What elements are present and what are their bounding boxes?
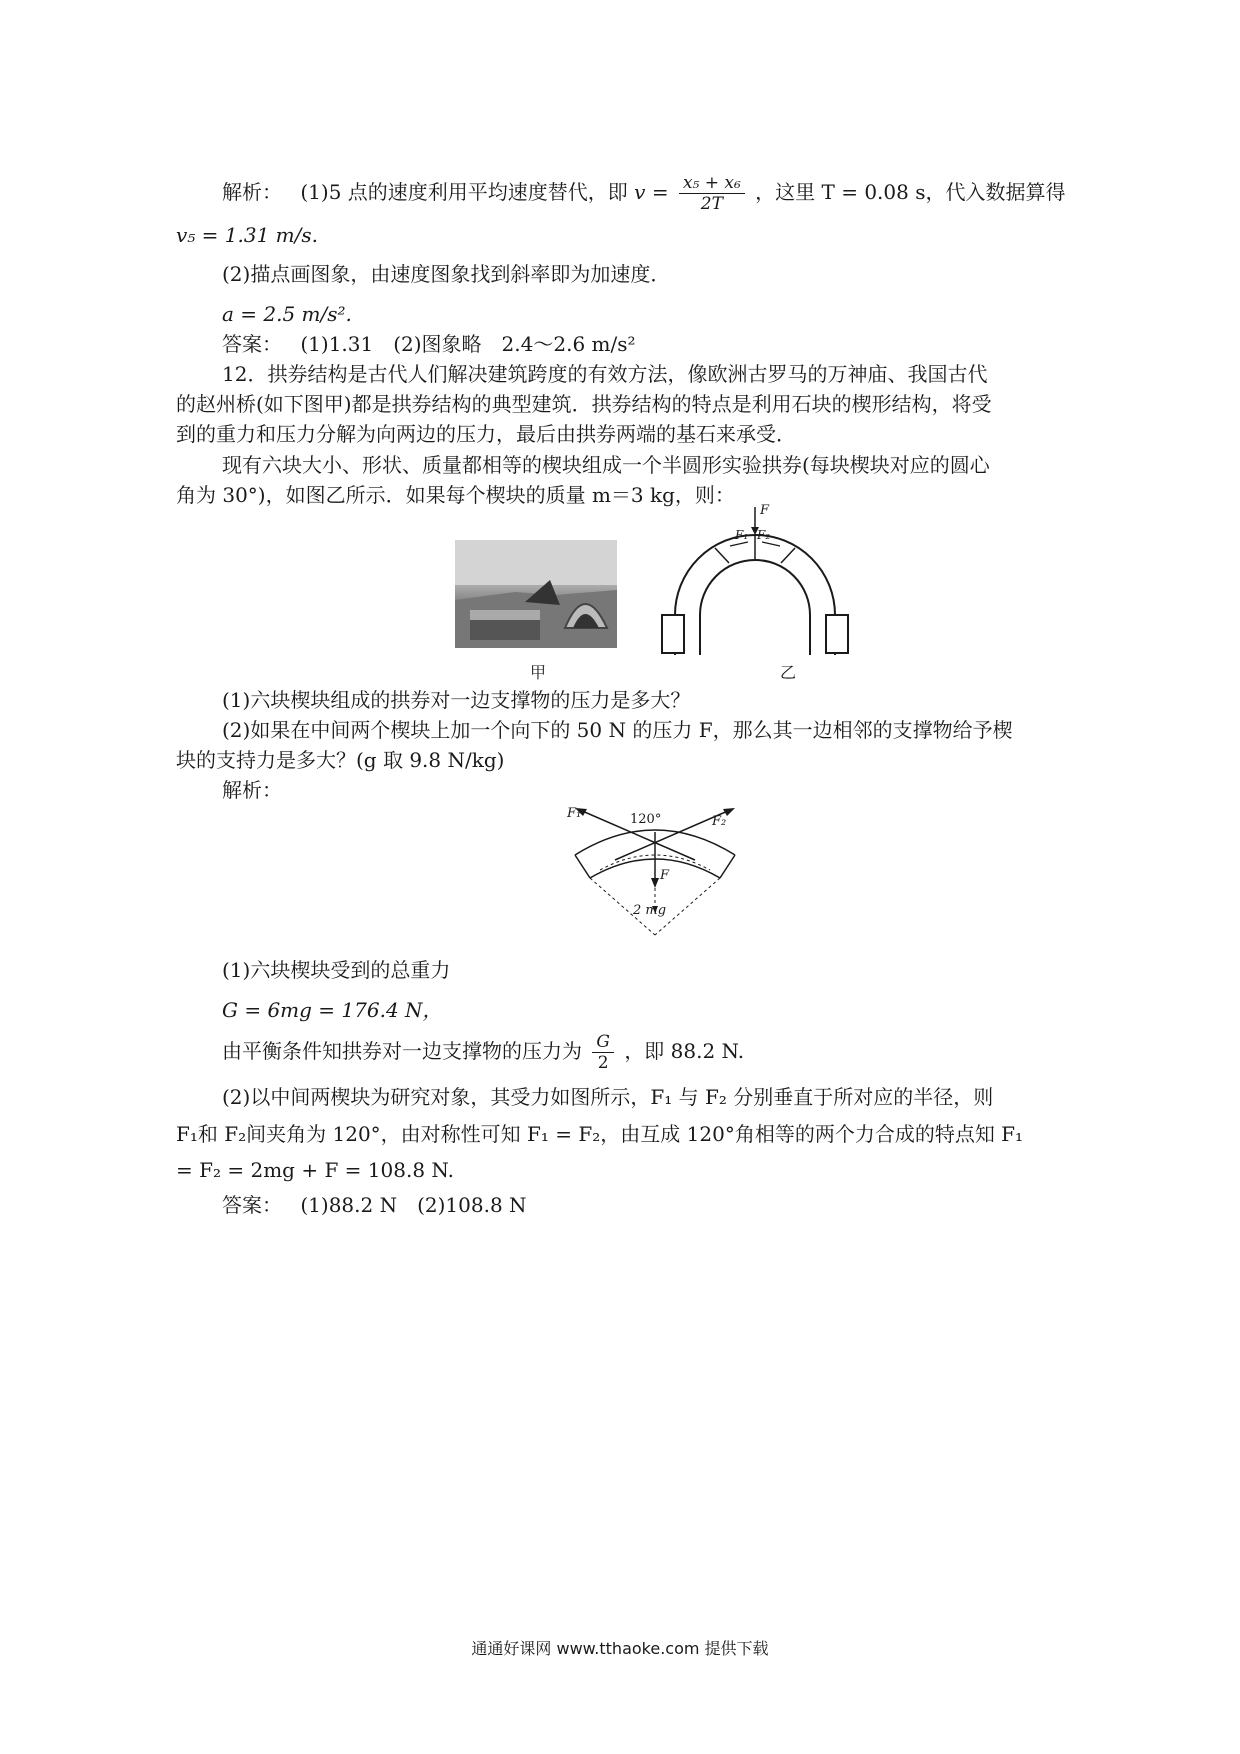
velocity-fraction <box>679 173 745 214</box>
answer-1-text: (1)1.31 (2)图象略 2.4～2.6 m/s² <box>300 332 636 356</box>
arch-label-F2: F₂ <box>757 528 771 542</box>
q12-sub-1: (1)六块楔块组成的拱券对一边支撑物的压力是多大？ <box>222 688 691 712</box>
v-symbol: v <box>634 180 646 204</box>
solution-3-prefix: 由平衡条件知拱券对一边支撑物的压力为 <box>222 1039 582 1063</box>
force-label-F2: F₂ <box>712 814 727 829</box>
q12-line-5: 角为 30°)，如图乙所示．如果每个楔块的质量 m＝3 kg，则： <box>176 483 735 507</box>
force-label-F1: F₁ <box>567 806 582 821</box>
fraction-numerator: x₅ + x₆ <box>679 173 745 194</box>
analysis-1-suffix: ，这里 T = 0.08 s，代入数据算得 <box>755 180 1066 204</box>
force-label-angle: 120° <box>630 812 662 827</box>
bridge-photo-drawing <box>455 540 617 648</box>
equals-sign: = <box>651 180 669 204</box>
g-numerator: G <box>592 1032 614 1053</box>
g-denominator: 2 <box>597 1053 609 1073</box>
analysis-1-prefix: (1)5 点的速度利用平均速度替代，即 <box>300 180 628 204</box>
analysis-label: 解析： <box>222 180 282 204</box>
q12-line-4: 现有六块大小、形状、质量都相等的楔块组成一个半圆形实验拱券(每块楔块对应的圆心 <box>222 453 990 477</box>
caption-jia: 甲 <box>530 663 547 682</box>
q12-line-3: 到的重力和压力分解为向两边的压力，最后由拱券两端的基石来承受． <box>176 422 796 446</box>
solution-4: (2)以中间两楔块为研究对象，其受力如图所示，F₁ 与 F₂ 分别垂直于所对应的半径，则 <box>222 1085 994 1109</box>
solution-5: F₁和 F₂间夹角为 120°，由对称性可知 F₁ = F₂，由互成 120°角相等的两个力合成的特点知 F₁ <box>176 1122 1024 1146</box>
answer-2-text: (1)88.2 N (2)108.8 N <box>300 1193 527 1217</box>
solution-1: (1)六块楔块受到的总重力 <box>222 958 451 982</box>
analysis-line-1 <box>222 173 1065 214</box>
fraction-denominator: 2T <box>700 194 723 214</box>
solution-2: G = 6mg = 176.4 N， <box>222 998 443 1022</box>
analysis-2: (2)描点画图象，由速度图象找到斜率即为加速度． <box>222 262 671 286</box>
q12-sub-2b: 块的支持力是多大？(g 取 9.8 N/kg) <box>176 748 505 772</box>
solution-3-suffix: ，即 88.2 N. <box>624 1039 745 1063</box>
page-footer: 通通好课网 www.tthaoke.com 提供下载 <box>471 1639 769 1658</box>
solution-3 <box>222 1032 744 1073</box>
q12-sub-2a: (2)如果在中间两个楔块上加一个向下的 50 N 的压力 F，那么其一边相邻的支撑物给予楔 <box>222 718 1013 742</box>
answer-label-2: 答案： <box>222 1193 282 1217</box>
q12-line-1: 12．拱券结构是古代人们解决建筑跨度的有效方法，像欧洲古罗马的万神庙、我国古代 <box>222 362 988 386</box>
q12-line-2: 的赵州桥(如下图甲)都是拱券结构的典型建筑．拱券结构的特点是利用石块的楔形结构，将受 <box>176 392 992 416</box>
arch-label-F1: F₁ <box>735 528 749 542</box>
answer-label: 答案： <box>222 332 282 356</box>
analysis-label-2: 解析： <box>222 778 282 802</box>
caption-yi: 乙 <box>780 663 797 682</box>
bridge-photo <box>455 540 617 648</box>
force-label-2mg: 2 mg <box>633 903 667 918</box>
answer-line-2 <box>222 1191 527 1219</box>
arch-label-F: F <box>760 503 770 518</box>
g-half-fraction <box>592 1032 614 1073</box>
solution-6: = F₂ = 2mg + F = 108.8 N. <box>176 1158 454 1182</box>
v5-result: v₅ = 1.31 m/s. <box>176 223 319 247</box>
force-label-F: F <box>660 868 670 883</box>
answer-line-1 <box>222 330 636 358</box>
arch-diagram <box>660 505 850 655</box>
acceleration-result: a = 2.5 m/s². <box>222 302 352 326</box>
